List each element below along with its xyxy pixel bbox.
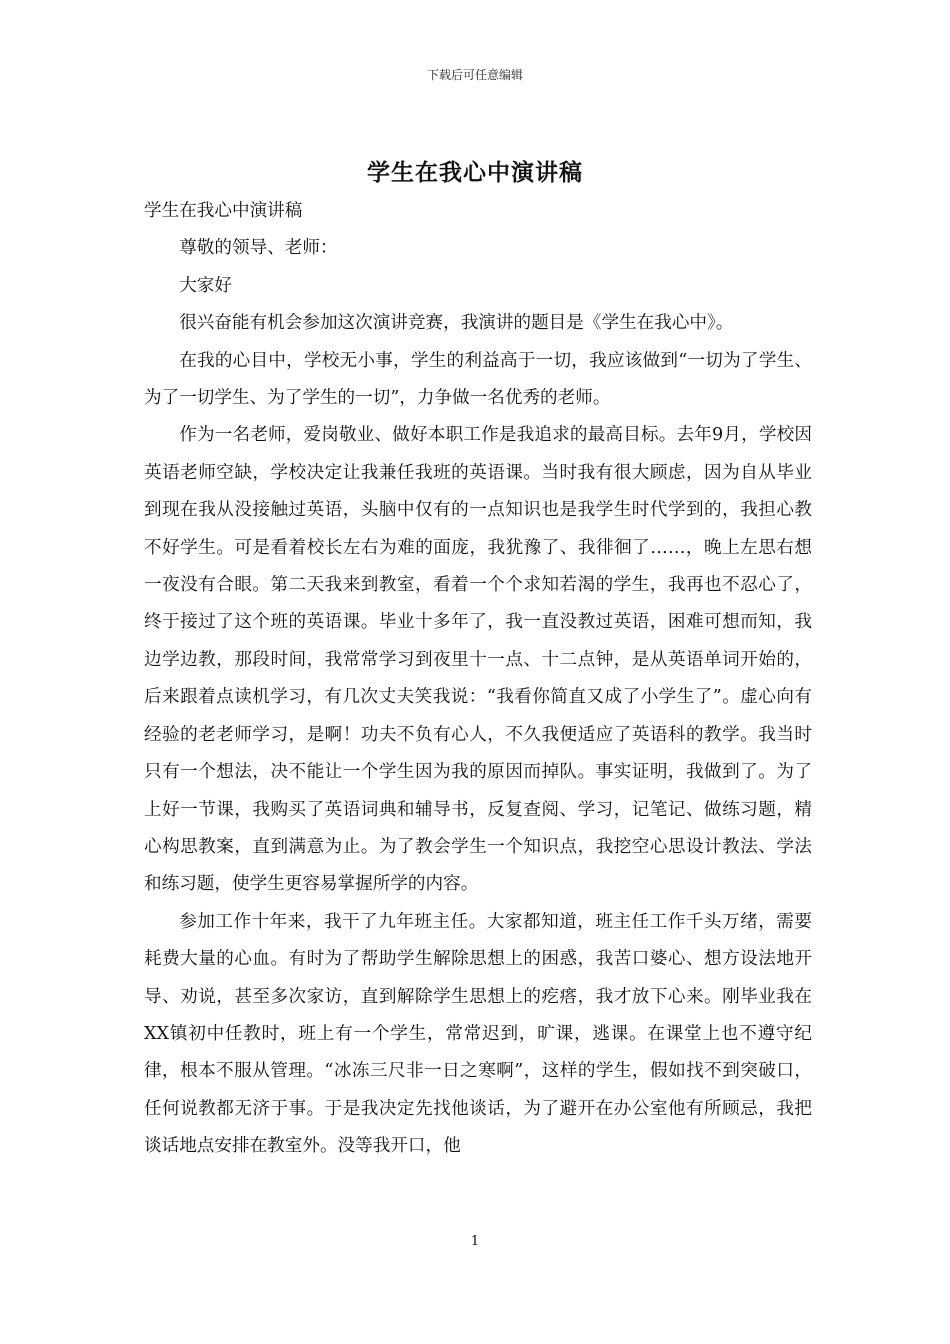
paragraph: 很兴奋能有机会参加这次演讲竞赛，我演讲的题目是《学生在我心中》。 xyxy=(179,313,734,334)
header-note: 下载后可任意编辑 xyxy=(426,68,523,82)
paragraph-subtitle: 学生在我心中演讲稿 xyxy=(144,201,303,221)
page-number: 1 xyxy=(470,1234,480,1249)
paragraph: 参加工作十年来，我干了九年班主任。大家都知道，班主任工作千头万绪，需要耗费大量的心血。有时为了帮助学生解除思想上的困惑，我苦口婆心、想方设法地开导、劝说，甚至多次家访，直到解除学生思想上的疙瘩，我才放下心来。刚毕业我在XX镇初中任教时，班上有一个学生，常常迟到，旷课，逃课。在课堂上也不遵守纪律，根本不服从管理。“冰冻三尺非一日之寒啊”，这样的学生，假如找不到突破口，任何说教都无济于事。于是我决定先找他谈话，为了避开在办公室他有所顾忌，我把谈话地点安排在教室外。没等我开口，他 xyxy=(144,911,812,1157)
paragraph-greeting: 大家好 xyxy=(179,275,232,296)
paragraph: 作为一名老师，爱岗敬业、做好本职工作是我追求的最高目标。去年9月，学校因英语老师空缺，学校决定让我兼任我班的英语课。当时我有很大顾虑，因为自从毕业到现在我从没接触过英语，头脑中仅有的一点知识也是我学生时代学到的，我担心教不好学生。可是看着校长左右为难的面庞，我犹豫了、我徘徊了……，晚上左思右想一夜没有合眼。第二天我来到教室，看着一个个求知若渴的学生，我再也不忍心了，终于接过了这个班的英语课。毕业十多年了，我一直没教过英语，困难可想而知，我边学边教，那段时间，我常常学习到夜里十一点、十二点钟，是从英语单词开始的，后来跟着点读机学习，有几次丈夫笑我说：“我看你简直又成了小学生了”。虚心向有经验的老老师学习，是啊！功夫不负有心人，不久我便适应了英语科的教学。我当时只有一个想法，决不能让一个学生因为我的原因而掉队。事实证明，我做到了。为了上好一节课，我购买了英语词典和辅导书，反复查阅、学习，记笔记、做练习题，精心构思教案，直到满意为止。为了教会学生一个知识点，我挖空心思设计教法、学法和练习题，使学生更容易掌握所学的内容。 xyxy=(144,425,812,895)
paragraph-salutation: 尊敬的领导、老师： xyxy=(179,238,338,259)
paragraph: 在我的心目中，学校无小事，学生的利益高于一切，我应该做到“一切为了学生、为了一切学生、为了学生的一切”，力争做一名优秀的老师。 xyxy=(144,350,812,409)
document-title: 学生在我心中演讲稿 xyxy=(367,159,583,186)
document-body xyxy=(144,193,812,1166)
